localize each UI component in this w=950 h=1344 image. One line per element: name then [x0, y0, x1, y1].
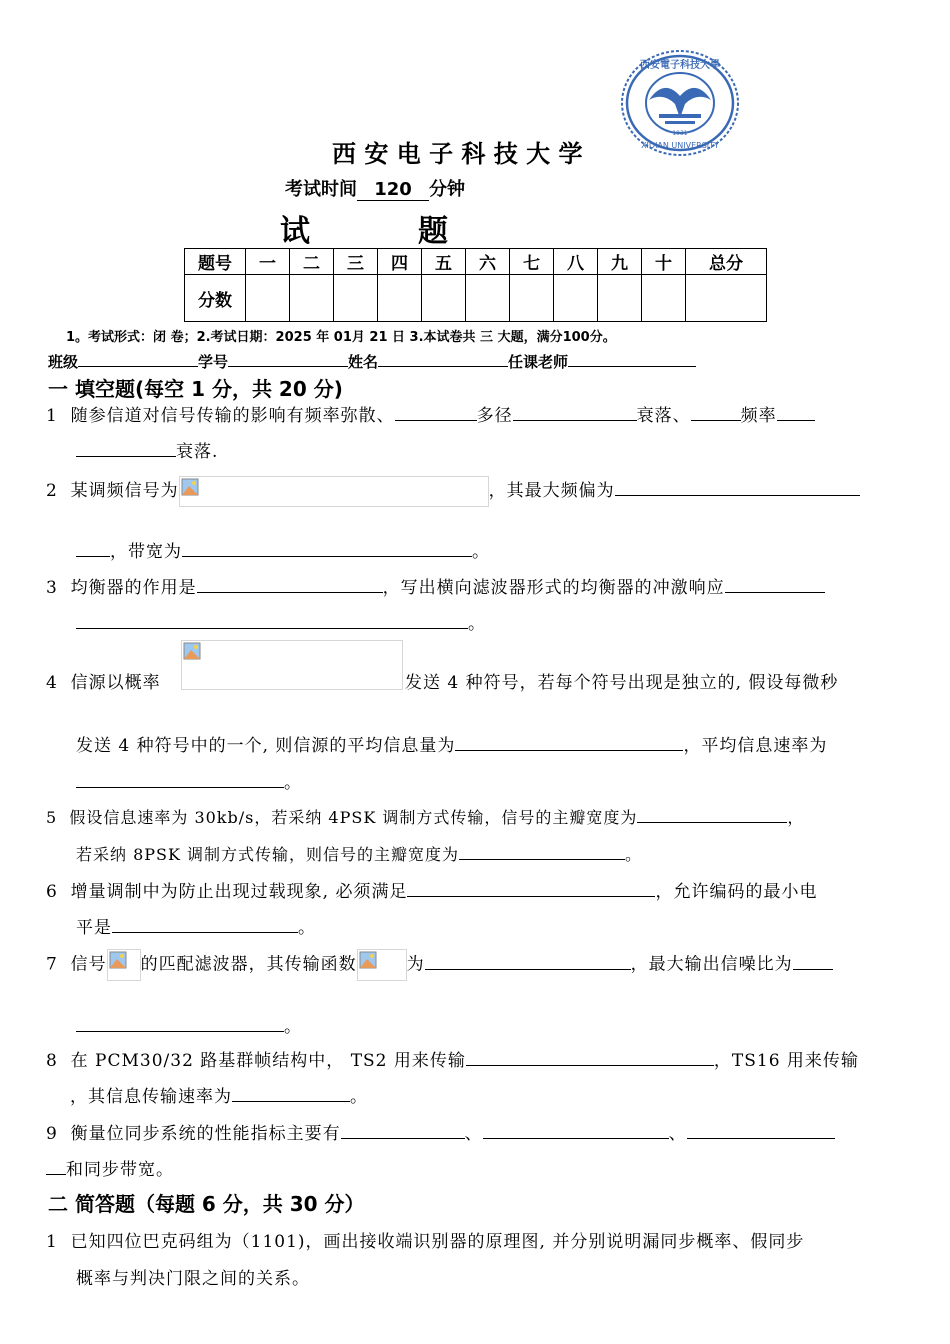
formula-image-placeholder [179, 476, 489, 507]
formula-image-placeholder [107, 949, 141, 981]
q7-blank-1[interactable] [425, 951, 631, 970]
q2-text-d: 。 [472, 542, 490, 562]
q5-blank-1[interactable] [637, 804, 787, 823]
q6-text-a: 增量调制中为防止出现过载现象, 必须满足 [70, 882, 408, 902]
score-cell-h: 十 [642, 249, 686, 275]
q2-text-c: ，带宽为 [110, 542, 182, 562]
q2-line2 [76, 537, 490, 562]
q9-text-c: 、 [668, 1124, 687, 1144]
score-cell-label: 题号 [185, 249, 246, 275]
student-id-label: 学号 [198, 353, 229, 371]
q9-blank-3[interactable] [687, 1120, 835, 1139]
q6-number: 6 [46, 882, 58, 902]
q5-line2 [76, 841, 642, 865]
q2-text-a: 某调频信号为 [70, 481, 179, 501]
student-id-field[interactable] [228, 352, 348, 367]
q8-blank-1[interactable] [466, 1047, 714, 1066]
q4-text-a: 信源以概率 [70, 673, 161, 693]
q6-text-d: 。 [298, 918, 316, 938]
q2-text-b: ，其最大频偏为 [488, 481, 615, 501]
seal-year: 1931 [672, 130, 688, 137]
q2-blank-1-cont[interactable] [76, 538, 110, 557]
score-cell-h: 四 [378, 249, 422, 275]
s2-q1-text-b: 概率与判决门限之间的关系。 [76, 1269, 310, 1289]
q1-blank-3[interactable] [691, 402, 741, 421]
q4-line3 [76, 768, 302, 793]
q1-blank-4-cont[interactable] [76, 438, 176, 457]
class-field[interactable] [78, 352, 198, 367]
s2-q1-number: 1 [46, 1232, 58, 1252]
s2-q1-text-a: 已知四位巴克码组为（1101)，画出接收端识别器的原理图, 并分别说明漏同步概率、假同步 [70, 1232, 805, 1252]
score-cell-h: 五 [422, 249, 466, 275]
q2-blank-1[interactable] [615, 477, 860, 496]
name-label: 姓名 [348, 353, 379, 371]
university-seal-logo [619, 48, 741, 158]
q9-blank-2[interactable] [483, 1120, 669, 1139]
q9-blank-1[interactable] [341, 1120, 465, 1139]
name-field[interactable] [378, 352, 508, 367]
broken-image-icon [359, 951, 377, 969]
q4-text-c: 发送 4 种符号中的一个, 则信源的平均信息量为 [76, 736, 456, 756]
exam-info: 1。考试形式：闭 卷；2.考试日期：2025 年 01月 21 日 3.本试卷共 三 大题，满分100分。 [66, 330, 616, 345]
q9-text-b: 、 [464, 1124, 483, 1144]
score-cell[interactable] [554, 275, 598, 322]
section1-title: 一 填空题(每空 1 分，共 20 分) [48, 377, 343, 401]
exam-time-value: 120 [357, 179, 429, 201]
q1-text-d: 频率 [740, 406, 777, 426]
q6-blank-2[interactable] [112, 914, 298, 933]
q3-blank-2-cont[interactable] [76, 610, 468, 629]
q6-text-b: ，允许编码的最小电 [655, 882, 818, 902]
q7-text-e: 。 [284, 1017, 302, 1037]
q6-line1 [46, 877, 817, 902]
score-cell[interactable] [598, 275, 642, 322]
q9-blank-3-cont[interactable] [46, 1156, 66, 1175]
score-cell-h: 二 [290, 249, 334, 275]
q1-text-a: 随参信道对信号传输的影响有频率弥散、 [70, 406, 395, 426]
q5-blank-2[interactable] [459, 841, 625, 860]
q8-text-c: ，其信息传输速率为 [70, 1087, 232, 1107]
score-cell[interactable] [642, 275, 686, 322]
student-fields [48, 351, 696, 372]
score-cell[interactable] [246, 275, 290, 322]
q2-blank-2[interactable] [182, 538, 472, 557]
q6-blank-1[interactable] [407, 878, 655, 897]
score-cell-h: 六 [466, 249, 510, 275]
q1-text-e: 衰落. [176, 442, 219, 462]
score-table [184, 248, 767, 322]
s2-q1-line1 [46, 1227, 804, 1252]
q7-blank-2-cont[interactable] [76, 1013, 284, 1032]
score-cell[interactable] [334, 275, 378, 322]
q4-blank-1[interactable] [455, 732, 683, 751]
q8-line2 [70, 1082, 368, 1107]
q7-line1 [46, 949, 833, 981]
q7-blank-2[interactable] [793, 951, 833, 970]
score-cell-h: 九 [598, 249, 642, 275]
university-name: 西 安 电 子 科 技 大 学 [332, 140, 583, 168]
q4-formula-image [181, 640, 403, 690]
q8-text-b: ，TS16 用来传输 [713, 1051, 859, 1071]
q3-text-c: 。 [468, 614, 486, 634]
q9-number: 9 [46, 1124, 58, 1144]
q7-text-c: 为 [406, 954, 425, 975]
score-table-header-row [185, 249, 767, 275]
broken-image-icon [181, 478, 199, 496]
q5-text-a: 假设信息速率为 30kb/s，若采纳 4PSK 调制方式传输，信号的主瓣宽度为 [69, 808, 638, 827]
q8-line1 [46, 1046, 859, 1071]
formula-image-placeholder [181, 640, 403, 690]
q3-blank-2[interactable] [725, 574, 825, 593]
q7-text-b: 的匹配滤波器，其传输函数 [140, 954, 357, 975]
q6-line2 [76, 913, 316, 938]
q4-text-b: 发送 4 种符号，若每个符号出现是独立的, 假设每微秒 [405, 673, 839, 693]
q3-line1 [46, 573, 825, 598]
q5-line1 [46, 804, 804, 828]
seal-text-bottom: XIDIAN UNIVERSITY [641, 141, 719, 150]
q7-text-a: 信号 [70, 954, 107, 975]
q5-text-b: ， [787, 808, 805, 827]
q1-blank-4[interactable] [777, 402, 815, 421]
score-cell-h: 七 [510, 249, 554, 275]
q2-line1 [46, 476, 860, 507]
s2-q1-line2 [76, 1264, 310, 1289]
score-cell[interactable] [466, 275, 510, 322]
q1-number: 1 [46, 406, 58, 426]
class-label: 班级 [48, 353, 79, 371]
score-cell[interactable] [510, 275, 554, 322]
q3-line2 [76, 609, 486, 634]
broken-image-icon [109, 951, 127, 969]
score-cell-h: 八 [554, 249, 598, 275]
q3-text-b: ，写出横向滤波器形式的均衡器的冲激响应 [382, 578, 725, 598]
score-row-label: 分数 [185, 275, 246, 322]
q5-number: 5 [46, 808, 58, 827]
q1-text-b: 多径 [476, 406, 513, 426]
q6-text-c: 平是 [76, 918, 112, 938]
exam-time-unit: 分钟 [429, 179, 465, 200]
exam-time [285, 175, 465, 201]
q7-line2 [76, 1012, 302, 1037]
q4-text-e: 。 [284, 773, 302, 793]
score-cell-h: 一 [246, 249, 290, 275]
section2-title: 二 简答题（每题 6 分，共 30 分） [48, 1192, 365, 1216]
q1-line1 [46, 401, 815, 426]
formula-image-placeholder [357, 949, 407, 981]
q1-blank-2[interactable] [513, 402, 637, 421]
q8-text-d: 。 [350, 1087, 368, 1107]
q3-blank-1[interactable] [197, 574, 383, 593]
q4-line1 [46, 668, 161, 693]
score-table-score-row [185, 275, 767, 322]
broken-image-icon [183, 642, 201, 660]
q4-blank-2[interactable] [76, 769, 284, 788]
q9-line2 [46, 1155, 174, 1180]
score-cell-h: 三 [334, 249, 378, 275]
q1-blank-1[interactable] [395, 402, 477, 421]
q2-number: 2 [46, 481, 58, 501]
score-cell[interactable] [422, 275, 466, 322]
score-cell-total: 总分 [686, 249, 767, 275]
page-title-2: 题 [418, 214, 448, 249]
q9-text-d: 和同步带宽。 [66, 1160, 174, 1180]
q5-text-d: 。 [625, 845, 643, 864]
q8-blank-2[interactable] [232, 1083, 350, 1102]
q8-number: 8 [46, 1051, 58, 1071]
score-cell[interactable] [290, 275, 334, 322]
q3-text-a: 均衡器的作用是 [70, 578, 197, 598]
teacher-label: 任课老师 [508, 353, 569, 371]
q7-number: 7 [46, 954, 58, 975]
q8-text-a: 在 PCM30/32 路基群帧结构中， TS2 用来传输 [70, 1051, 466, 1071]
q9-text-a: 衡量位同步系统的性能指标主要有 [70, 1124, 341, 1144]
page-title-1: 试 [280, 214, 310, 249]
teacher-field[interactable] [568, 352, 696, 367]
q4-text-d: ，平均信息速率为 [683, 736, 828, 756]
q4-line1b [405, 668, 838, 693]
score-cell[interactable] [378, 275, 422, 322]
q4-number: 4 [46, 673, 58, 693]
exam-time-label: 考试时间 [285, 179, 357, 200]
q7-text-d: ，最大输出信噪比为 [630, 954, 793, 975]
q9-line1 [46, 1119, 835, 1144]
score-cell[interactable] [686, 275, 767, 322]
q5-text-c: 若采纳 8PSK 调制方式传输，则信号的主瓣宽度为 [76, 845, 460, 864]
seal-text-top: 西安電子科技大學 [640, 60, 720, 71]
q1-text-c: 衰落、 [636, 406, 691, 426]
q4-line2 [76, 731, 827, 756]
q1-line2 [76, 437, 218, 462]
q3-number: 3 [46, 578, 58, 598]
